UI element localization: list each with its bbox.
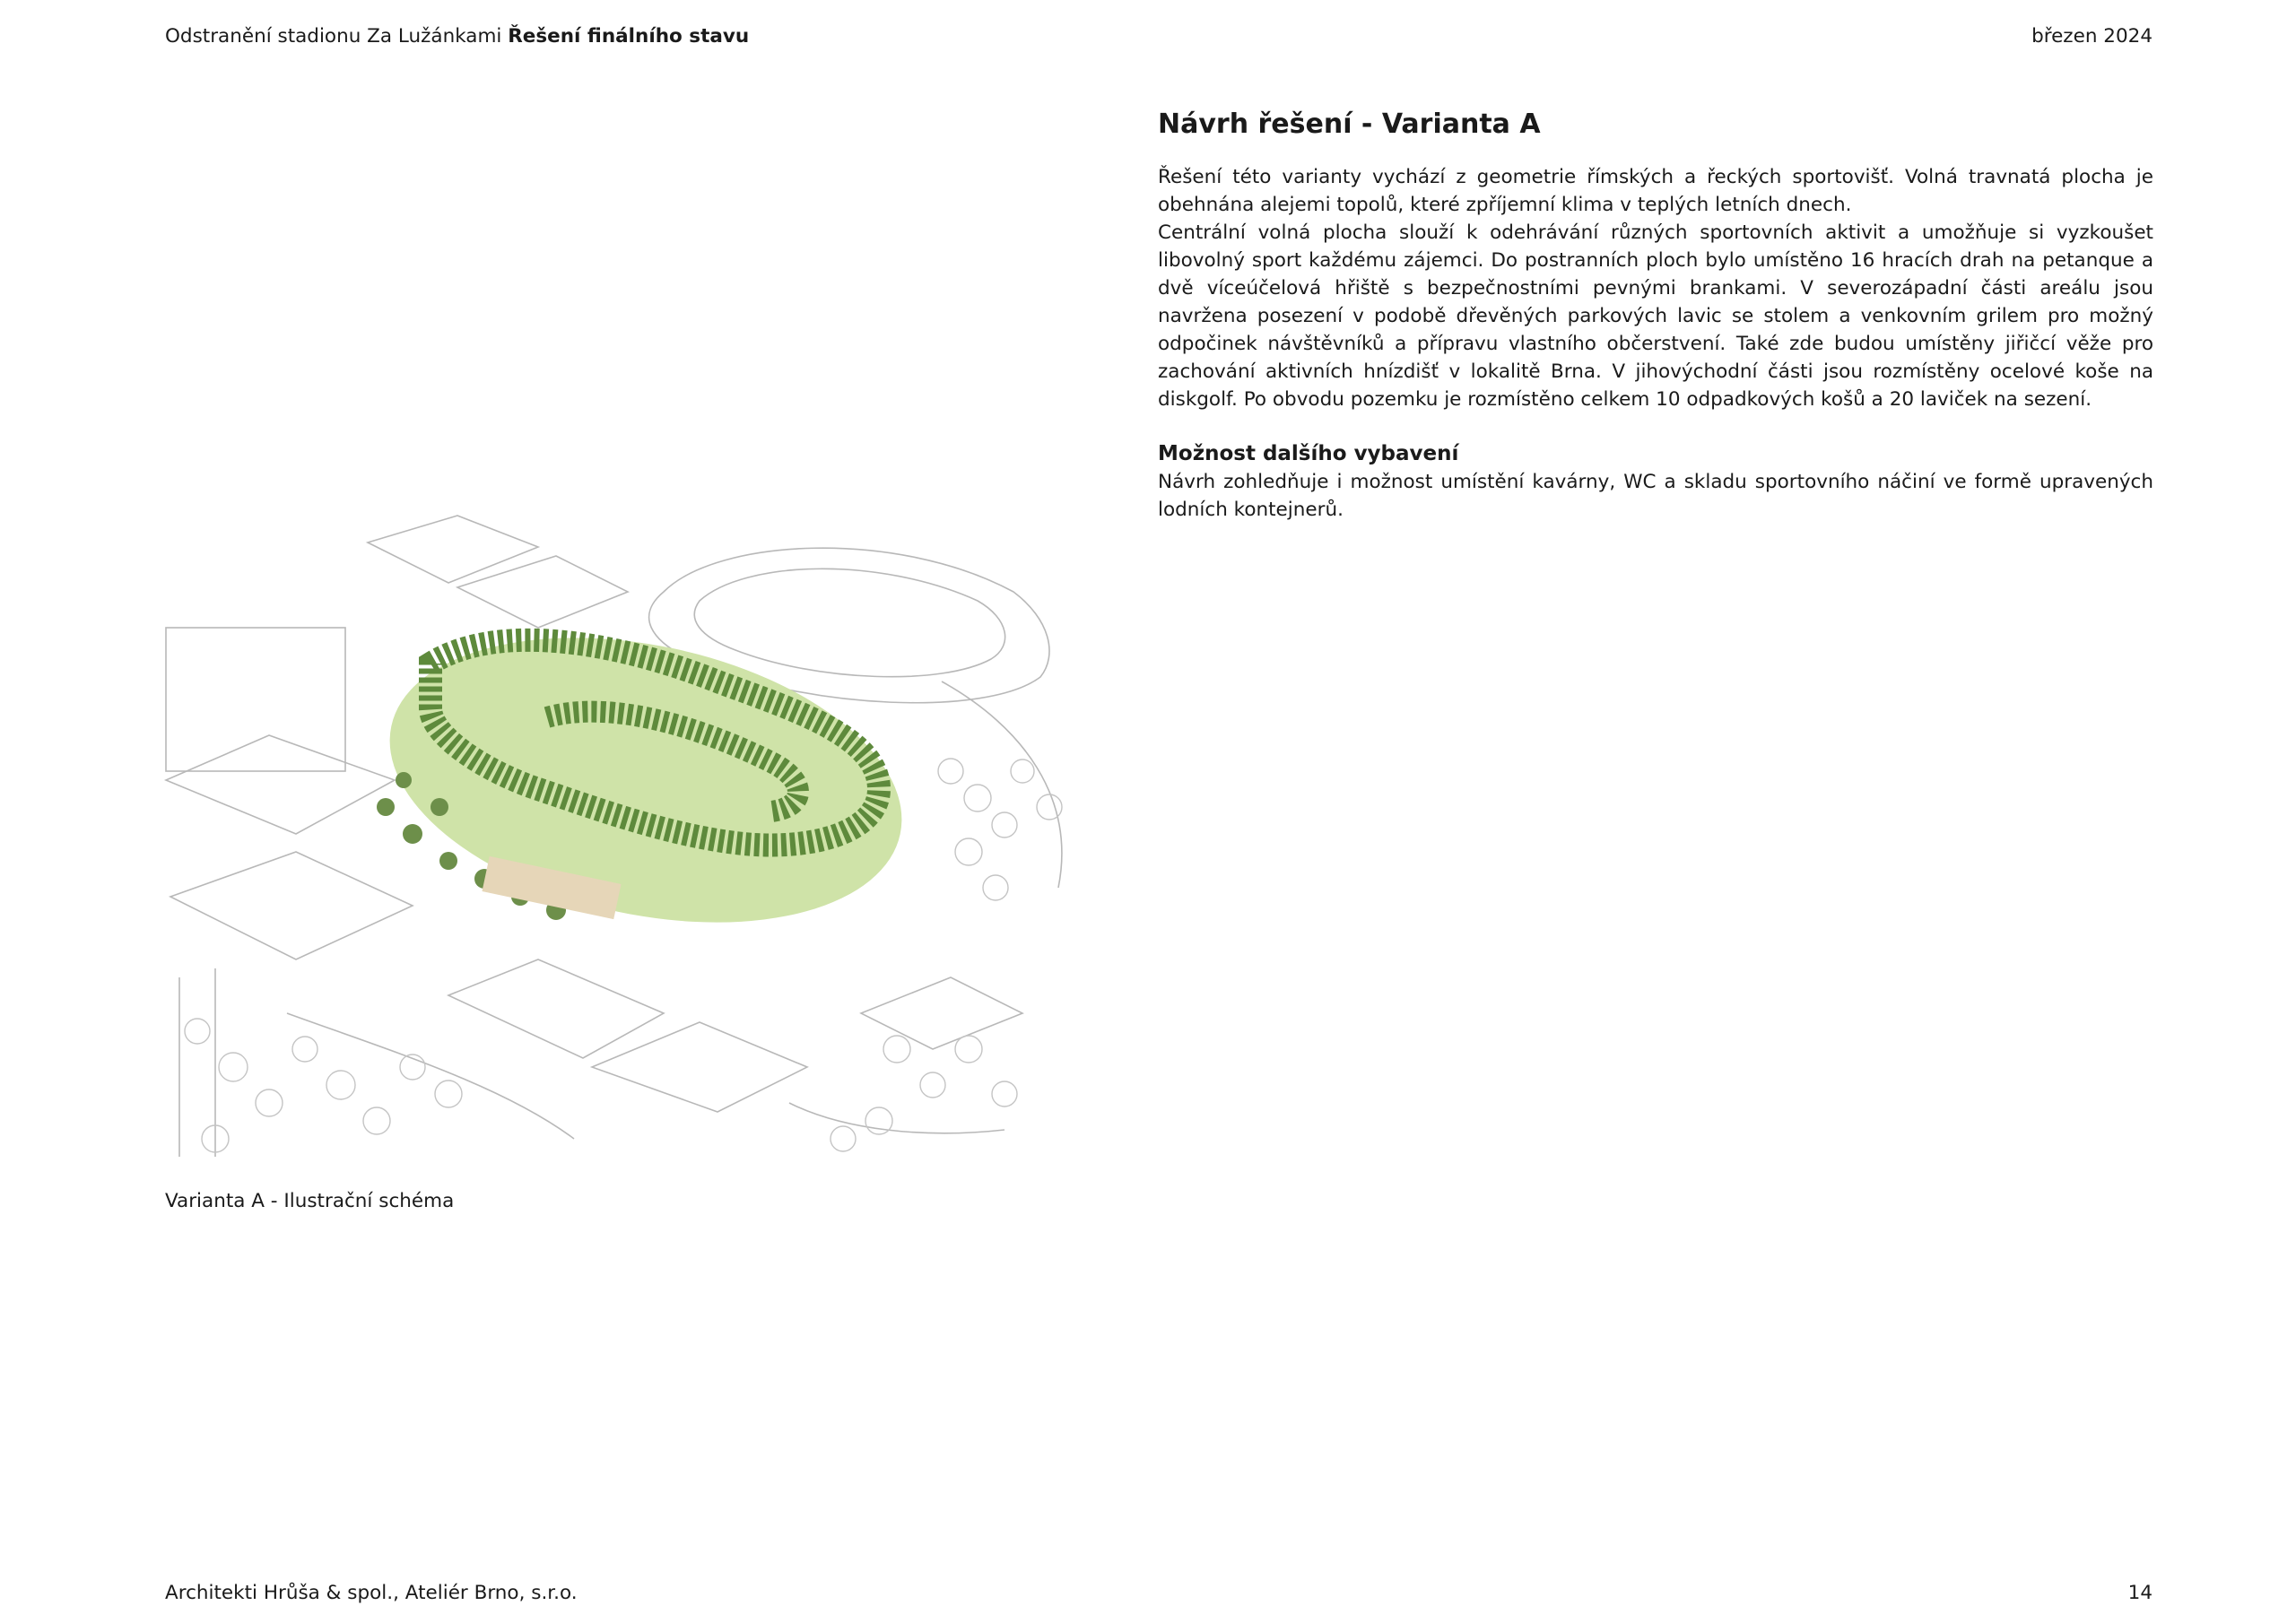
description-paragraph: Centrální volná plocha slouží k odehrávání různých sportovních aktivit a umožňuje si vyzkoušet libovolný sport každému zájemci. Do postranních ploch bylo umístěno 16 hracích drah na petanque a dvě víceúčelová hřiště s bezpečnostními pevnými brankami. V severozápadní části areálu jsou navržena posezení v podobě dřevěných parkových lavic se stolem a venkovním grilem pro možný odpočinek návštěvníků a přípravu vlastního občerstvení. Také zde budou umístěny jiřičcí věže pro zachování aktivních hnízdišť v lokalitě Brna. V jihovýchodní části jsou rozmístěny ocelové koše na diskgolf. Po obvodu pozemku je rozmístěno celkem 10 odpadkových košů a 20 laviček na sezení. bbox=[1158, 221, 2153, 411]
footer-company: Architekti Hrůša & spol., Ateliér Brno, s.r.o. bbox=[165, 1582, 578, 1604]
header-section: Řešení finálního stavu bbox=[508, 25, 750, 48]
text-column bbox=[1158, 106, 2153, 524]
page-number: 14 bbox=[2127, 1582, 2152, 1604]
section-title: Návrh řešení - Varianta A bbox=[1158, 108, 1541, 140]
site-illustration bbox=[161, 511, 1157, 1175]
equipment-subheading: Možnost dalšího vybavení bbox=[1158, 442, 1459, 465]
intro-paragraph: Řešení této varianty vychází z geometrie římských a řeckých sportovišť. Volná travnatá plocha je obehnána alejemi topolů, které zpříjemní klima v teplých letních dnech. bbox=[1158, 166, 2153, 216]
header-project: Odstranění stadionu Za Lužánkami bbox=[165, 25, 502, 48]
equipment-paragraph: Návrh zohledňuje i možnost umístění kavárny, WC a skladu sportovního náčiní ve formě upravených lodních kontejnerů. bbox=[1158, 471, 2153, 521]
figure-caption: Varianta A - Ilustrační schéma bbox=[165, 1190, 455, 1212]
header-date: březen 2024 bbox=[2031, 25, 2152, 48]
running-header bbox=[165, 23, 749, 50]
